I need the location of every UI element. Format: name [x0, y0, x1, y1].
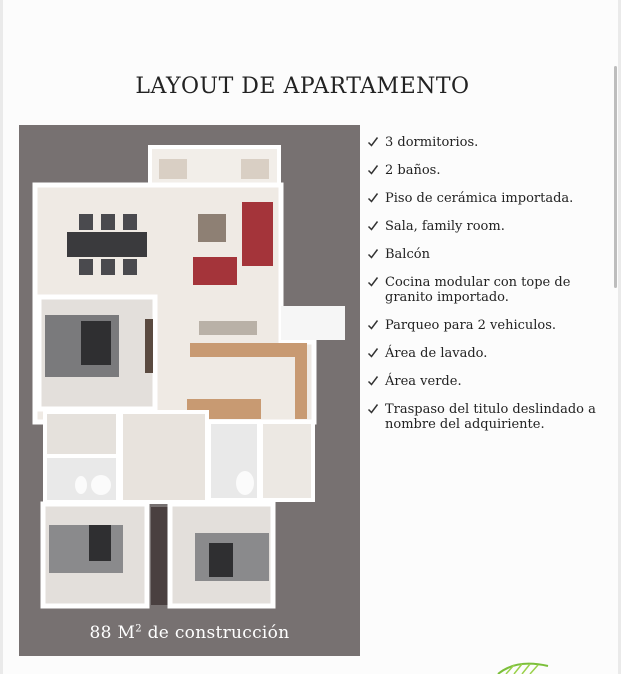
balcony-chair [241, 159, 269, 179]
checkmark-icon [367, 192, 379, 208]
construction-area-caption [19, 623, 360, 643]
bed-2-cover [89, 525, 111, 561]
list-item [367, 275, 607, 305]
floor-plan-drawing [19, 125, 360, 656]
kitchen-counter-side [295, 343, 307, 419]
scrollbar[interactable] [614, 66, 617, 288]
checkmark-icon [367, 276, 379, 292]
area-value: 88 M [89, 623, 136, 643]
list-item [367, 135, 607, 150]
bedroom-1-shelf [145, 319, 153, 373]
feature-text: Sala, family room. [385, 219, 505, 234]
kitchen-counter [190, 343, 303, 357]
balcony-chair [159, 159, 187, 179]
list-item [367, 346, 607, 361]
features-list [367, 135, 607, 445]
list-item [367, 247, 607, 262]
area-exponent: 2 [135, 623, 142, 635]
side-patch [281, 306, 345, 340]
sofa [242, 202, 273, 266]
toilet-1 [75, 476, 87, 494]
bed-2 [49, 525, 123, 573]
checkmark-icon [367, 220, 379, 236]
palm-leaf-icon [492, 660, 556, 674]
checkmark-icon [367, 375, 379, 391]
checkmark-icon [367, 347, 379, 363]
bed-3-cover [209, 543, 233, 577]
floor-plan [19, 125, 360, 656]
page-title: LAYOUT DE APARTAMENTO [135, 74, 470, 99]
bar-stools [199, 321, 257, 335]
hall [121, 412, 207, 502]
page-edge-left [0, 0, 3, 674]
list-item [367, 374, 607, 389]
laundry [261, 422, 313, 500]
feature-text: Parqueo para 2 vehiculos. [385, 318, 557, 333]
closet [45, 412, 118, 456]
list-item [367, 163, 607, 178]
wardrobe [151, 507, 168, 605]
armchair [193, 257, 237, 285]
list-item [367, 191, 607, 206]
coffee-table [198, 214, 226, 242]
checkmark-icon [367, 319, 379, 335]
feature-text: Traspaso del titulo deslindado a nombre del adquiriente. [385, 402, 596, 432]
feature-text: 3 dormitorios. [385, 135, 479, 150]
feature-text: Cocina modular con tope de granito importado. [385, 275, 571, 305]
feature-text: 2 baños. [385, 163, 441, 178]
area-label: de construcción [147, 623, 290, 643]
checkmark-icon [367, 136, 379, 152]
bed-1-cover [81, 321, 111, 365]
checkmark-icon [367, 248, 379, 264]
list-item [367, 219, 607, 234]
list-item [367, 318, 607, 333]
feature-text: Área verde. [385, 374, 462, 389]
sink-1 [91, 475, 111, 495]
dining-table [67, 232, 147, 257]
checkmark-icon [367, 164, 379, 180]
list-item [367, 402, 607, 432]
toilet-2 [236, 471, 254, 495]
checkmark-icon [367, 403, 379, 419]
feature-text: Piso de cerámica importada. [385, 191, 574, 206]
feature-text: Balcón [385, 247, 430, 262]
feature-text: Área de lavado. [385, 346, 488, 361]
